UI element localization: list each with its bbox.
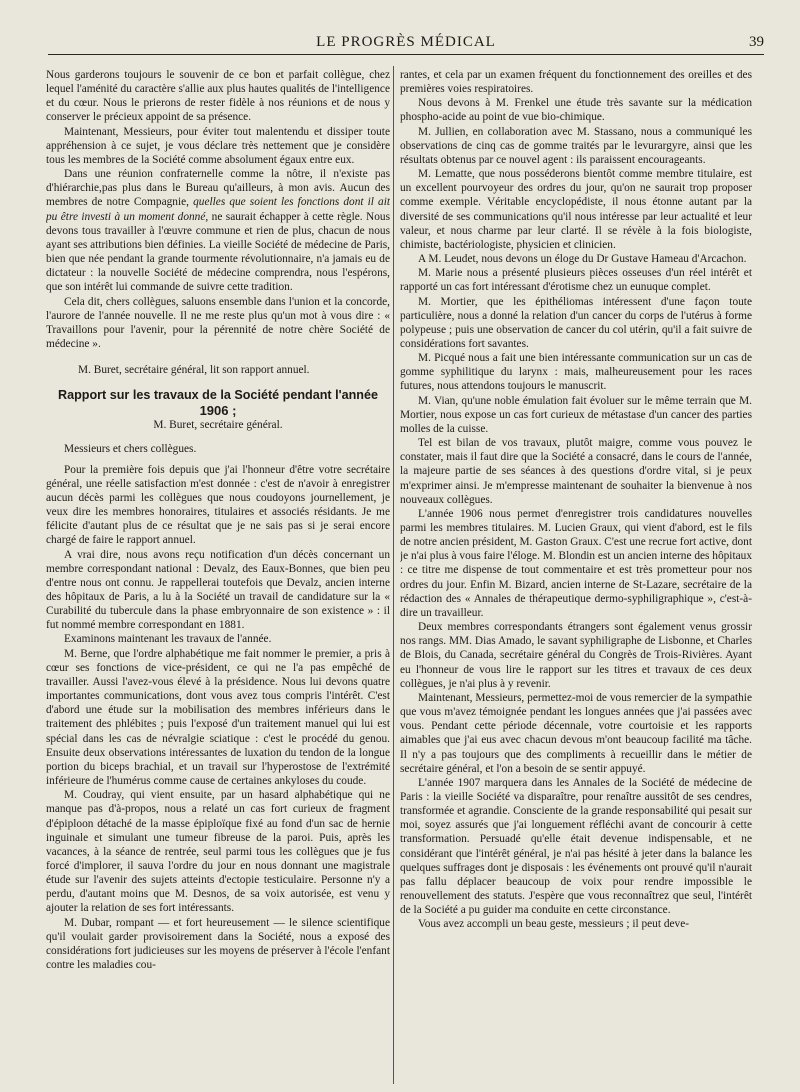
paragraph: A M. Leudet, nous devons un éloge du Dr Gustave Hameau d'Arcachon. [418, 253, 747, 266]
paragraph: Maintenant, Messieurs, permettez-moi de vous remercier de la sympathie que vous m'avez témoignée pendant les longues années que j'ai passées avec vous. Pendant cette période décennale, votre courtoisie et les rapports aimables que j'ai eus avec chacun devous m'ont beaucoup facilité ma tâche. Il n'y a pas toujours que des compliments à recueillir dans le métier de secrétaire général, et l'on a besoin de se sentir appuyé. [400, 691, 752, 775]
paragraph: L'année 1906 nous permet d'enregistrer trois candidatures nouvelles parmi les membres titulaires. M. Lucien Graux, qui vient d'abord, est le fils de notre ancien président, M. Gaston Graux. C'est une recrue fort active, dont je n'ai plus à vous faire l'éloge. M. Blondin est un ancien interne des hôpitaux : ce titre me dispense de tout commentaire et est très prometteur pour nos ordres du jour. Enfin M. Bizard, ancien interne de St-Lazare, secrétaire de la rédaction des « Annales de thérapeutique dermo-syphiligraphique », c'est-à-dire un travailleur. [400, 507, 752, 619]
running-title: LE PROGRÈS MÉDICAL [316, 34, 496, 50]
paragraph: M. Vian, qu'une noble émulation fait évoluer sur le même terrain que M. Mortier, nous expose un cas fort curieux de métastase d'un cancer des parties molles de la cuisse. [400, 394, 752, 435]
paragraph: M. Picqué nous a fait une bien intéressante communication sur un cas de gomme syphilitique du larynx : mais, malheureusement pour les races futures, nous attendons toujours le manuscrit. [400, 352, 752, 393]
paragraph: A vrai dire, nous avons reçu notification d'un décès concernant un membre correspondant national : Devalz, des Eaux-Bonnes, que bien peu d'entre nous ont connu. Je rappellerai toutefois que Devalz, ancien interne des hôpitaux de Paris, a lu à la Société un travail de candidature sur la « Curabilité du tubercule dans la phase embryonnaire de son existence » : il fut nommé membre correspondant en 1881. [46, 548, 390, 632]
paragraph: Cela dit, chers collègues, saluons ensemble dans l'union et la concorde, l'aurore de l'année nouvelle. Il ne me reste plus qu'un mot à vous dire : « Travaillons pour l'avenir, pour la pérennité de notre chère Société de médecine ». [46, 295, 390, 350]
paragraph [46, 167, 390, 294]
paragraph: Deux membres correspondants étrangers sont également venus grossir nos rangs. MM. Dias Amado, le savant syphiligraphe de Lisbonne, et Charles de Blois, du Canada, secrétaire général du Congrès de Trois-Rivières. Ayant eu l'honneur de vous lire le rapport sur les titres et travaux de ces deux collègues, je n'ai plus à y revenir. [400, 621, 752, 690]
paragraph-text: Dans une réunion confraternelle comme la nôtre, il n'existe pas d'hiérarchie,pas plus dans le Bureau qu'ailleurs, à mon avis. Aucun des membres de notre Compagnie, [46, 168, 390, 209]
paragraph: M. Lematte, que nous posséderons bientôt comme membre titulaire, est un excellent pourvoyeur des ordres du jour, qu'on ne saurait trop proposer comme exemple. Véritable encyclopédiste, il nous étonne autant par la diversité de ses communications qu'il nous intéresse par leur actualité et leur valeur, et nous charme par leur clarté. Il se révèle à la fois biologiste, chimiste, bactériologiste, physicien et clinicien. [400, 168, 752, 251]
paragraph: Pour la première fois depuis que j'ai l'honneur d'être votre secrétaire général, une réelle satisfaction m'est donnée : c'est de n'avoir à enregistrer aucun décès parmi les collègues que nous coudoyons journellement, je veux dire les membres honoraires, titulaires et associés résidants. Je me félicite d'autant plus de ce résultat que je ne sais pas si je serai encore chargé de faire le rapport annuel. [46, 463, 390, 547]
paragraph: M. Berne, que l'ordre alphabétique me fait nommer le premier, a pris à cœur ses fonctions de vice-président, ce qui ne l'a pas empêché de travailler. Aussi l'avez-vous élevé à la présidence. Nous lui devons quatre importantes communications, dont vous avez tous compris l'intérêt. C'est d'abord une étude sur la mobilisation des membres inférieurs dans le traitement des phlébites ; puis l'exposé d'un traitement manuel qui lui est spécial dans les cas de névralgie sciatique : c'est le procédé du genou. Ensuite deux observations intéressantes de luxation du tendon de la longue portion du biceps brachial, et un travail sur l'hyperostose de l'extrémité inférieure de l'humérus comme cause de certaines ankyloses du coude. [46, 647, 390, 788]
report-year: 1906 ; [199, 403, 237, 419]
paragraph: M. Coudray, qui vient ensuite, par un hasard alphabétique qui ne manque pas d'à-propos, nous a relaté un cas fort curieux de fragment d'épiploon détaché de la masse épiploïque fixé au fond d'un sac de hernie inguinale et simulant une tumeur fibreuse de la paroi. Puis, après les vacances, à la séance de rentrée, seul parmi tous les collègues que je fus forcé d'implorer, il sauva l'ordre du jour en nous donnant une magistrale étude sur l'avenir des sujets atteints d'ectopie testiculaire. Personne n'y a perdu, d'autant moins que M. Desnos, de sa voix autorisée, est venu y ajouter la relation de ses fort intéressants. [46, 789, 390, 915]
report-title: Rapport sur les travaux de la Société pendant l'année [57, 388, 379, 403]
paragraph: Tel est bilan de vos travaux, plutôt maigre, comme vous pouvez le constater, mais il faut dire que la Société a consacré, dans le cours de l'année, la majeure partie de ses séances à des questions d'ordre vital, si je peux m'exprimer ainsi. Je m'empresse maintenant de souhaiter la bienvenue à nos nouveaux collègues. [400, 437, 752, 506]
paragraph: Nous devons à M. Frenkel une étude très savante sur la médication phospho-acide au point de vue bio-chimique. [400, 97, 752, 124]
right-column [400, 68, 752, 1084]
paragraph: L'année 1907 marquera dans les Annales de la Société de médecine de Paris : la vieille Société va disparaître, pour renaître aussitôt de ses cendres, transformée et agrandie. Consciente de la grande responsabilité qui pesait sur moi, soyez assurés que j'ai longuement réfléchi avant de concourir à cette transformation. Persuadé qu'elle était devenue indispensable, et ne considérant que l'intérêt général, je n'ai pas hésité à jeter dans la balance les quelques suffrages dont je disposais : les événements ont prouvé qu'il n'aurait pas fallu déplacer beaucoup de voix pour rendre impossible le renouvellement des statuts. J'espère que vous reconnaîtrez que seul, l'intérêt de la Société a pu guider ma conduite en cette circonstance. [400, 776, 752, 917]
paragraph: M. Dubar, rompant — et fort heureusement — le silence scientifique qu'il voulait garder provisoirement dans la Société, nous a exposé des considérations fort judicieuses sur les moyens de préserver à l'école l'enfant contre les maladies cou- [46, 916, 390, 972]
paragraph: Examinons maintenant les travaux de l'année. [64, 633, 272, 646]
paragraph: Vous avez accompli un beau geste, messieurs ; il peut deve- [418, 918, 690, 931]
paragraph: M. Marie nous a présenté plusieurs pièces osseuses d'un réel intérêt et rapporté un cas fort intéressant d'érotisme chez un eunuque complet. [400, 267, 752, 294]
page-number: 39 [749, 34, 764, 50]
paragraph-text: ne saurait échapper à cette règle. Nous devons tous travailler à l'œuvre commune et rien de plus, chacun de nous ayant ses attributions bien définies. La vieille Société de médecine de Paris, bien que née pendant la grande tourmente révolutionnaire, n'a jamais eu de dictateur : la nouvelle Société de médecine comprendra, nous l'espérons, que son intérêt lui commande de suivre cette tradition. [46, 210, 390, 294]
paragraph: Maintenant, Messieurs, pour éviter tout malentendu et dissiper toute appréhension à ce sujet, je vous déclare très nettement que je considère tous les membres de la Société comme absolument égaux entre eux. [46, 125, 390, 166]
paragraph: M. Mortier, que les épithéliomas intéressent d'une façon toute particulière, nous a donné la relation d'un cancer du corps de l'utérus à forme polypeuse ; puis une observation de cancer du col utérin, qu'il a fait suivre de considérations fort savantes. [400, 295, 752, 350]
paragraph: rantes, et cela par un examen fréquent du fonctionnement des oreilles et des premières voies respiratoires. [400, 69, 752, 96]
italic-text: quelles que soient les fonctions dont il ait pu être investi à un moment donné, [46, 196, 390, 223]
salutation: Messieurs et chers collègues. [64, 443, 197, 456]
report-author: M. Buret, secrétaire général. [153, 419, 283, 432]
column-divider [393, 66, 394, 1084]
paragraph: M. Jullien, en collaboration avec M. Stassano, nous a communiqué les observations de cinq cas de gomme traités par le levurargyre, ainsi que les résultats obtenus par ce nouvel agent : ils paraissent encourageants. [400, 125, 752, 166]
left-column [46, 68, 390, 1084]
secretary-line: M. Buret, secrétaire général, lit son rapport annuel. [78, 364, 310, 377]
paragraph: Nous garderons toujours le souvenir de ce bon et parfait collègue, chez lequel l'aménité du caractère s'allie aux plus hautes qualités de l'intelligence et du cœur. Nous le prierons de rester fidèle à nos réunions et de nous y conserver le précieux appoint de sa présence. [46, 69, 390, 124]
page-header [48, 34, 764, 55]
